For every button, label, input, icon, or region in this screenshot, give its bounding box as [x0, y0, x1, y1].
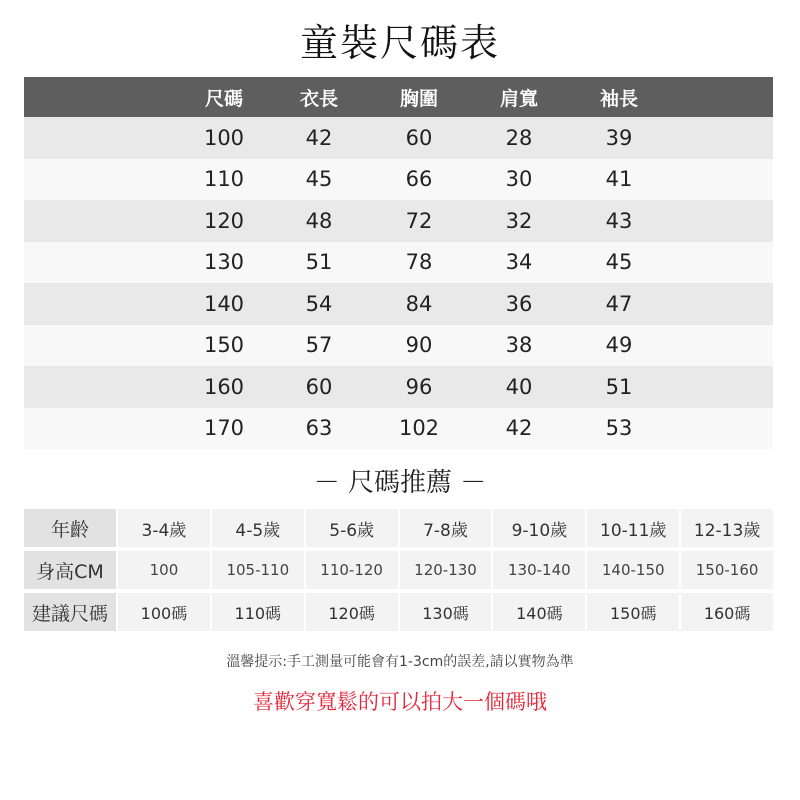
size-cell: 32 — [505, 208, 533, 233]
size-cell: 90 — [405, 333, 433, 358]
size-cell: 120 — [203, 208, 245, 233]
size-cell: 100 — [203, 125, 245, 150]
size-cell: 130 — [203, 250, 245, 275]
age-cell: 12-13歲 — [681, 509, 773, 547]
size-cell: 53 — [605, 416, 633, 441]
size-cell: 36 — [505, 291, 533, 316]
size-cell: 110 — [203, 167, 245, 192]
size-cell: 38 — [505, 333, 533, 358]
size-cell: 54 — [305, 291, 333, 316]
size-cell: 48 — [305, 208, 333, 233]
size-row — [24, 242, 773, 284]
size-cell: 150碼 — [587, 593, 679, 631]
size-cell: 160 — [203, 374, 245, 399]
size-cell: 60 — [405, 125, 433, 150]
age-cell: 4-5歲 — [212, 509, 304, 547]
size-cell: 39 — [605, 125, 633, 150]
header-size: 尺碼 — [204, 87, 243, 110]
size-cell: 72 — [405, 208, 433, 233]
size-cell: 42 — [305, 125, 333, 150]
size-cell: 78 — [405, 250, 433, 275]
recommend-row-height — [24, 551, 773, 589]
size-cell: 60 — [305, 374, 333, 399]
size-cell: 150 — [203, 333, 245, 358]
age-cell: 9-10歲 — [493, 509, 585, 547]
size-cell: 51 — [305, 250, 333, 275]
size-cell: 51 — [605, 374, 633, 399]
size-row — [24, 200, 773, 242]
height-cell: 140-150 — [587, 551, 679, 589]
size-row — [24, 366, 773, 408]
header-shoulder: 肩寬 — [499, 87, 538, 110]
size-row — [24, 159, 773, 201]
recommend-row-age — [24, 509, 773, 547]
size-cell: 63 — [305, 416, 333, 441]
height-cell: 105-110 — [212, 551, 304, 589]
size-table — [24, 77, 773, 449]
size-cell: 42 — [505, 416, 533, 441]
size-cell: 160碼 — [681, 593, 773, 631]
size-table-header — [24, 77, 773, 117]
size-cell: 43 — [605, 208, 633, 233]
height-cell: 120-130 — [400, 551, 492, 589]
size-cell: 130碼 — [400, 593, 492, 631]
size-row — [24, 283, 773, 325]
size-cell: 45 — [305, 167, 333, 192]
header-length: 衣長 — [299, 87, 338, 110]
height-cell: 110-120 — [306, 551, 398, 589]
size-cell: 120碼 — [306, 593, 398, 631]
recommend-row-size — [24, 593, 773, 631]
size-cell: 34 — [505, 250, 533, 275]
height-cell: 150-160 — [681, 551, 773, 589]
height-cell: 130-140 — [493, 551, 585, 589]
size-cell: 28 — [505, 125, 533, 150]
sizing-tip: 喜歡穿寬鬆的可以拍大一個碼哦 — [253, 690, 547, 714]
size-cell: 45 — [605, 250, 633, 275]
size-row — [24, 325, 773, 367]
age-cell: 10-11歲 — [587, 509, 679, 547]
size-cell: 49 — [605, 333, 633, 358]
size-cell: 40 — [505, 374, 533, 399]
size-cell: 47 — [605, 291, 633, 316]
size-cell: 41 — [605, 167, 633, 192]
header-sleeve: 袖長 — [599, 87, 638, 110]
size-row — [24, 117, 773, 159]
age-cell: 3-4歲 — [118, 509, 210, 547]
size-cell: 96 — [405, 374, 433, 399]
page-title: 童裝尺碼表 — [299, 21, 500, 65]
size-cell: 102 — [398, 416, 440, 441]
row-label: 建議尺碼 — [24, 593, 116, 631]
height-cell: 100 — [118, 551, 210, 589]
row-label: 年齡 — [24, 509, 116, 547]
size-cell: 110碼 — [212, 593, 304, 631]
header-chest: 胸圍 — [399, 87, 438, 110]
size-cell: 170 — [203, 416, 245, 441]
size-cell: 30 — [505, 167, 533, 192]
size-row — [24, 408, 773, 450]
size-cell: 100碼 — [118, 593, 210, 631]
size-cell: 140碼 — [493, 593, 585, 631]
size-cell: 140 — [203, 291, 245, 316]
size-cell: 57 — [305, 333, 333, 358]
row-label: 身高CM — [24, 551, 116, 589]
age-cell: 7-8歲 — [400, 509, 492, 547]
recommend-table — [24, 509, 773, 635]
measurement-note: 溫馨提示:手工測量可能會有1-3cm的誤差,請以實物為準 — [226, 654, 574, 670]
size-cell: 84 — [405, 291, 433, 316]
recommend-title: － 尺碼推薦 － — [313, 468, 487, 498]
size-cell: 66 — [405, 167, 433, 192]
age-cell: 5-6歲 — [306, 509, 398, 547]
